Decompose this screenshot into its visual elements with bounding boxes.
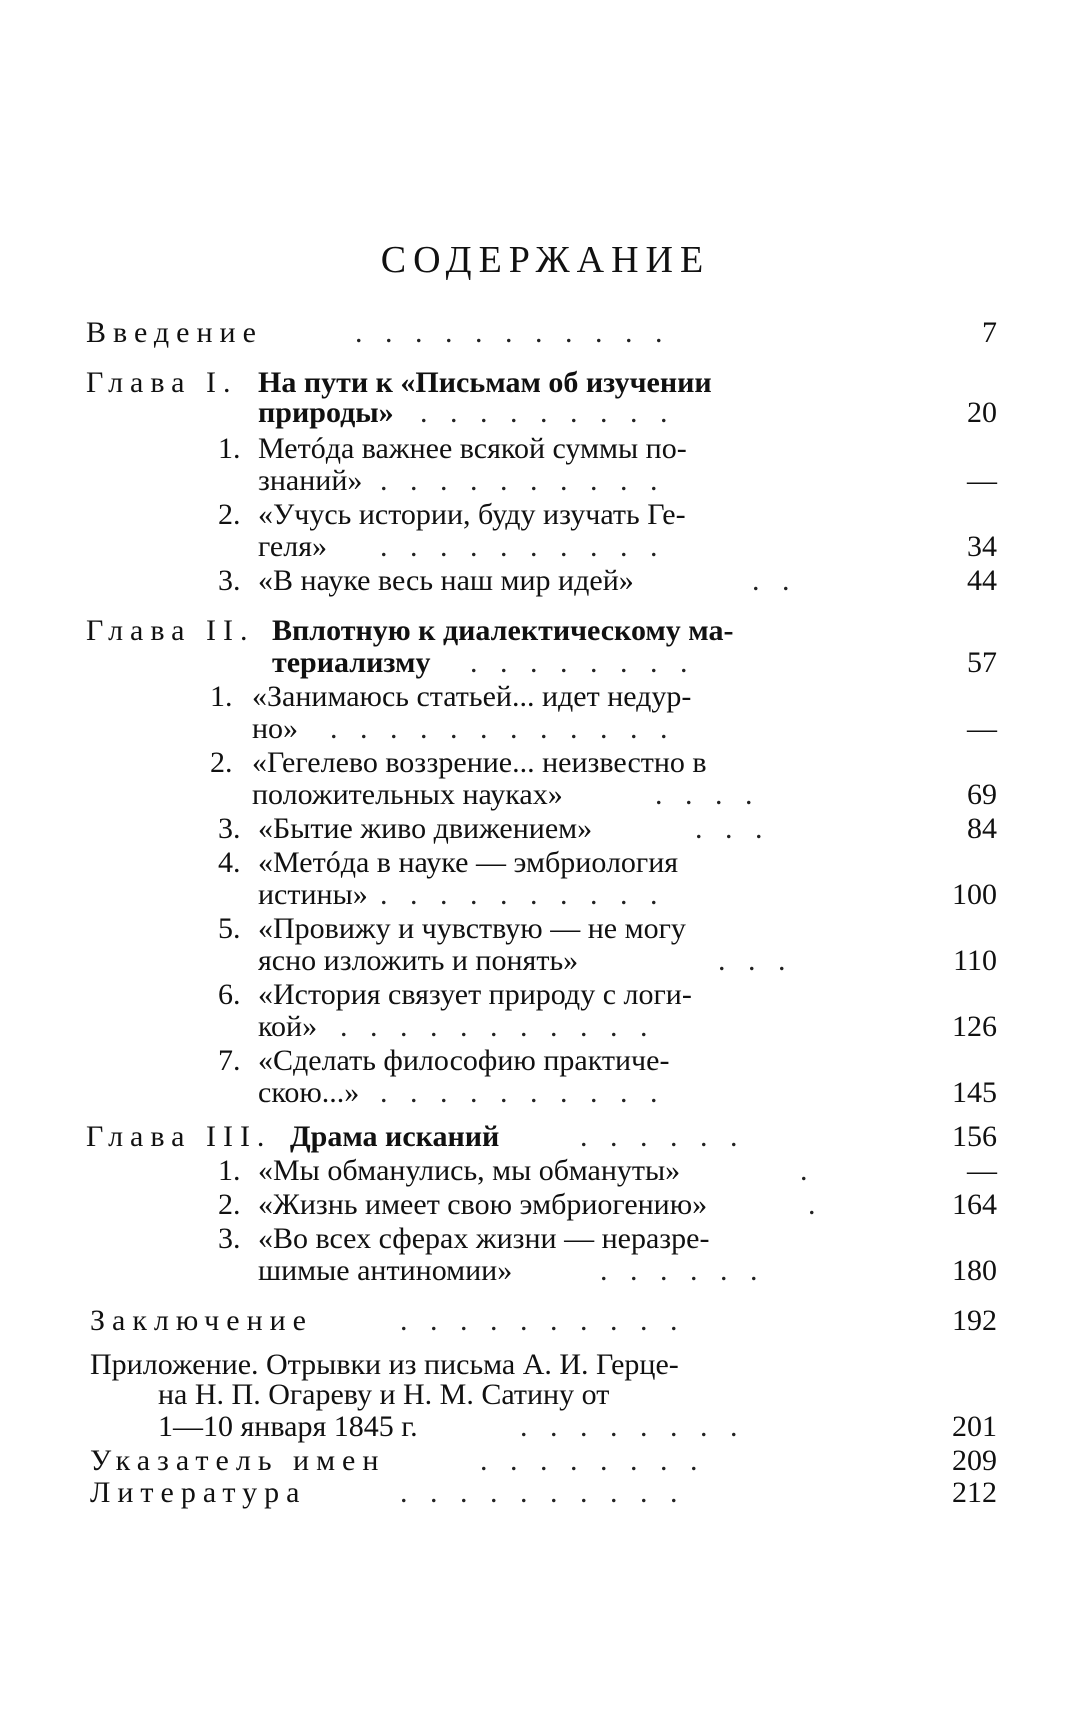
toc-label: Введение xyxy=(86,316,263,349)
section-number: 6. xyxy=(218,978,241,1011)
section-title: «Гегелево воззрение... неизвестно в xyxy=(252,746,707,779)
leader-dots: . . . xyxy=(718,944,786,977)
leader-dots: . . . . . . xyxy=(600,1254,758,1287)
toc-page-number: 180 xyxy=(952,1254,997,1287)
section-title: «Учусь истории, буду изучать Ге- xyxy=(258,498,686,531)
leader-dots: . . . . . . . . . . xyxy=(380,1076,658,1109)
appendix-title: Приложение. Отрывки из письма А. И. Герце- xyxy=(90,1348,679,1381)
section-title: «Провижу и чувствую — не могу xyxy=(258,912,686,945)
section-title-cont: но» xyxy=(252,712,299,745)
toc-page-number: 164 xyxy=(952,1188,997,1221)
section-number: 4. xyxy=(218,846,241,879)
section-number: 1. xyxy=(210,680,233,713)
leader-dots: . . . . . . xyxy=(580,1120,738,1153)
leader-dots: . xyxy=(800,1154,808,1187)
toc-page-number: 69 xyxy=(967,778,997,811)
leader-dots: . . . . . . . . . . xyxy=(380,530,658,563)
section-number: 7. xyxy=(218,1044,241,1077)
section-number: 1. xyxy=(218,432,241,465)
section-title: «В науке весь наш мир идей» xyxy=(258,564,634,597)
toc-page-number: 100 xyxy=(952,878,997,911)
chapter-prefix: Глава I. xyxy=(86,366,238,399)
section-title-cont: ясно изложить и понять» xyxy=(258,944,579,977)
section-number: 3. xyxy=(218,564,241,597)
section-title: Метóда важнее всякой суммы по- xyxy=(258,432,687,465)
section-title: «Мы обманулись, мы обмануты» xyxy=(258,1154,681,1187)
appendix-title-cont: 1—10 января 1845 г. xyxy=(158,1410,418,1443)
section-title-cont: геля» xyxy=(258,530,327,563)
leader-dots: . . . . . . . . . . . xyxy=(355,316,663,349)
leader-dots: . . . . . . . . xyxy=(520,1410,738,1443)
toc-page-number: 209 xyxy=(952,1444,997,1477)
section-title: «Во всех сферах жизни — неразре- xyxy=(258,1222,710,1255)
toc-page-number: 201 xyxy=(952,1410,997,1443)
chapter-title: На пути к «Письмам об изучении xyxy=(258,366,712,399)
leader-dots: . xyxy=(808,1188,816,1221)
toc-page-number: 44 xyxy=(967,564,997,597)
toc-label: Заключение xyxy=(90,1304,313,1337)
section-title: «Метóда в науке — эмбриология xyxy=(258,846,679,879)
toc-page-number: 110 xyxy=(953,944,997,977)
toc-page-number: 20 xyxy=(967,396,997,429)
toc-label: Литература xyxy=(90,1476,307,1509)
toc-page-number: 57 xyxy=(967,646,997,679)
leader-dots: . . . . . . . . . . . xyxy=(340,1010,648,1043)
leader-dots: . . . . . . . . xyxy=(480,1444,698,1477)
toc-page-number: 126 xyxy=(952,1010,997,1043)
leader-dots: . . . . xyxy=(655,778,753,811)
chapter-title: Вплотную к диалектическому ма- xyxy=(272,614,734,647)
leader-dots: . . . . . . . . . . . . xyxy=(330,712,668,745)
section-number: 2. xyxy=(218,1188,241,1221)
leader-dots: . . xyxy=(752,564,790,597)
toc-page-number: 34 xyxy=(967,530,997,563)
toc-page-number: — xyxy=(967,712,997,745)
section-number: 3. xyxy=(218,812,241,845)
leader-dots: . . . . . . . . . . xyxy=(380,464,658,497)
section-title-cont: истины» xyxy=(258,878,368,911)
section-title: «Занимаюсь статьей... идет недур- xyxy=(252,680,692,713)
chapter-prefix: Глава II. xyxy=(86,614,255,647)
section-title: «Бытие живо движением» xyxy=(258,812,593,845)
appendix-title-cont: на Н. П. Огареву и Н. М. Сатину от xyxy=(158,1378,610,1411)
toc-page-number: 145 xyxy=(952,1076,997,1109)
section-title-cont: шимые антиномии» xyxy=(258,1254,513,1287)
page-title: СОДЕРЖАНИЕ xyxy=(380,239,711,281)
leader-dots: . . . . . . . . . . xyxy=(400,1304,678,1337)
section-number: 5. xyxy=(218,912,241,945)
toc-page-number: — xyxy=(967,464,997,497)
section-number: 2. xyxy=(218,498,241,531)
section-title: «Сделать философию практиче- xyxy=(258,1044,670,1077)
section-number: 2. xyxy=(210,746,233,779)
leader-dots: . . . . . . . . . . xyxy=(380,878,658,911)
toc-page-number: 156 xyxy=(952,1120,997,1153)
leader-dots: . . . xyxy=(695,812,763,845)
section-title-cont: знаний» xyxy=(258,464,363,497)
section-number: 1. xyxy=(218,1154,241,1187)
leader-dots: . . . . . . . . . xyxy=(420,396,668,429)
chapter-title: Драма исканий xyxy=(290,1120,500,1153)
section-title-cont: положительных науках» xyxy=(252,778,563,811)
toc-page-number: 212 xyxy=(952,1476,997,1509)
toc-page-number: — xyxy=(967,1154,997,1187)
chapter-title-cont: териализму xyxy=(272,646,431,679)
toc-page-number: 192 xyxy=(952,1304,997,1337)
toc-page-number: 7 xyxy=(982,316,997,349)
section-number: 3. xyxy=(218,1222,241,1255)
leader-dots: . . . . . . . . . . xyxy=(400,1476,678,1509)
chapter-title-cont: природы» xyxy=(258,396,394,429)
toc-page-number: 84 xyxy=(967,812,997,845)
section-title-cont: кой» xyxy=(258,1010,318,1043)
section-title-cont: скою...» xyxy=(258,1076,360,1109)
section-title: «История связует природу с логи- xyxy=(258,978,692,1011)
toc-label: Указатель имен xyxy=(90,1444,386,1477)
leader-dots: . . . . . . . . xyxy=(470,646,688,679)
chapter-prefix: Глава III. xyxy=(86,1120,272,1153)
section-title: «Жизнь имеет свою эмбриогению» xyxy=(258,1188,708,1221)
